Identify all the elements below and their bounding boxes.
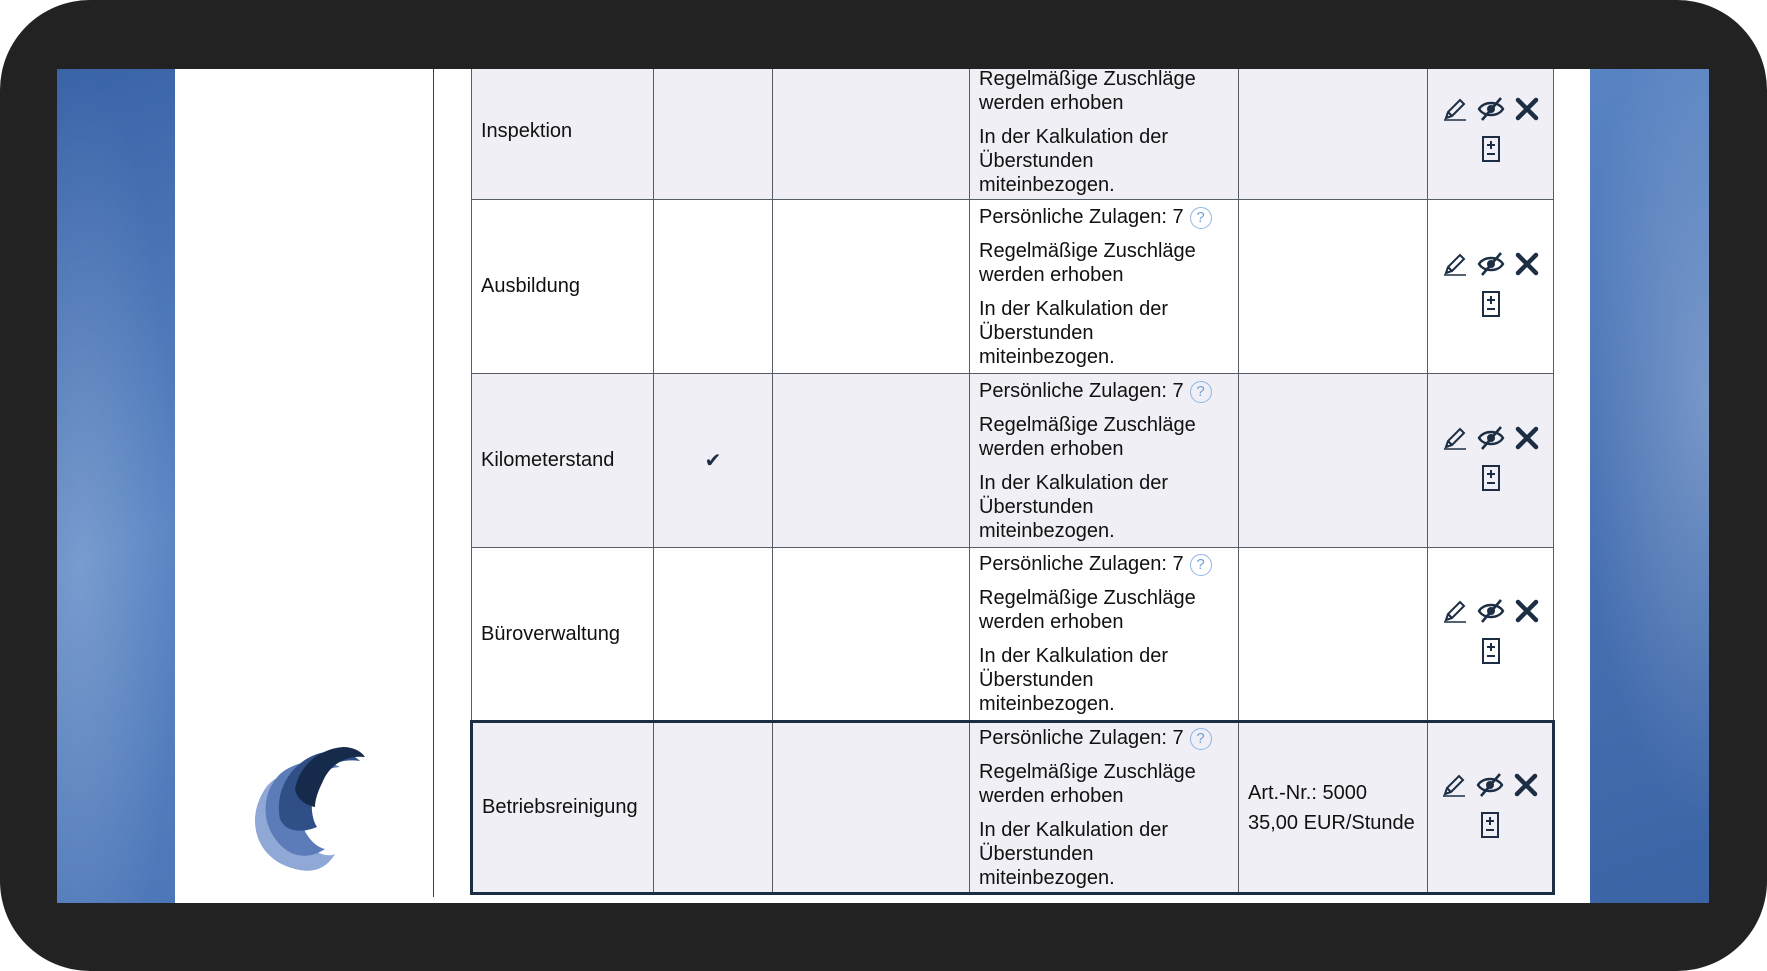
kalkulation-text: In der Kalkulation der Überstunden miteinbezogen.	[979, 645, 1169, 715]
pencil-icon[interactable]	[1440, 596, 1470, 626]
check-icon: ✔	[704, 450, 722, 472]
sidebar	[175, 69, 434, 897]
row-info	[970, 200, 1239, 374]
row-checkmark	[654, 722, 773, 894]
eye-slash-icon[interactable]	[1476, 94, 1506, 124]
row-article	[1239, 722, 1428, 894]
article-price: 35,00 EUR/Stunde	[1248, 811, 1415, 834]
service-table	[470, 69, 1555, 895]
zulagen-label: Persönliche Zulagen: 7	[979, 553, 1184, 575]
close-icon[interactable]	[1512, 423, 1542, 453]
row-actions	[1428, 722, 1554, 894]
zulagen-label: Persönliche Zulagen: 7	[979, 726, 1184, 749]
help-icon[interactable]: ?	[1190, 728, 1212, 750]
row-empty-cell	[773, 200, 970, 374]
row-info	[970, 548, 1239, 722]
calculator-icon[interactable]	[1476, 289, 1506, 319]
row-info	[970, 374, 1239, 548]
company-logo	[225, 709, 385, 889]
table-row-selected[interactable]	[472, 722, 1554, 894]
zulagen-text	[979, 726, 1229, 750]
row-info	[970, 69, 1239, 200]
row-checkmark	[654, 548, 773, 722]
row-name: Büroverwaltung	[472, 548, 654, 722]
calculator-icon[interactable]	[1475, 810, 1505, 840]
zuschlaege-text: Regelmäßige Zuschläge werden erhoben	[979, 413, 1196, 460]
desktop-background	[57, 69, 1709, 903]
zulagen-text	[979, 552, 1229, 576]
help-icon[interactable]: ?	[1190, 207, 1212, 229]
eye-slash-icon[interactable]	[1476, 596, 1506, 626]
close-icon[interactable]	[1511, 770, 1541, 800]
kalkulation-text: In der Kalkulation der Überstunden miteinbezogen.	[979, 125, 1169, 196]
pencil-icon[interactable]	[1440, 94, 1470, 124]
row-article	[1239, 374, 1428, 548]
zuschlaege-text: Regelmäßige Zuschläge werden erhoben	[979, 69, 1196, 114]
row-actions	[1428, 69, 1554, 200]
row-article	[1239, 548, 1428, 722]
kalkulation-text: In der Kalkulation der Überstunden miteinbezogen.	[979, 471, 1169, 542]
row-info	[970, 722, 1239, 894]
eye-slash-icon[interactable]	[1476, 249, 1506, 279]
article-number: Art.-Nr.: 5000	[1248, 781, 1367, 804]
table-row[interactable]	[472, 374, 1554, 548]
pencil-icon[interactable]	[1440, 423, 1470, 453]
eye-slash-icon[interactable]	[1476, 423, 1506, 453]
calculator-icon[interactable]	[1476, 636, 1506, 666]
row-actions	[1428, 548, 1554, 722]
zulagen-text	[979, 205, 1229, 229]
row-name: Ausbildung	[472, 200, 654, 374]
zuschlaege-text: Regelmäßige Zuschläge werden erhoben	[979, 760, 1196, 807]
calculator-icon[interactable]	[1476, 134, 1506, 164]
eye-slash-icon[interactable]	[1475, 770, 1505, 800]
row-article	[1239, 69, 1428, 200]
close-icon[interactable]	[1512, 94, 1542, 124]
pencil-icon[interactable]	[1439, 770, 1469, 800]
help-icon[interactable]: ?	[1190, 381, 1212, 403]
row-empty-cell	[773, 548, 970, 722]
page-content	[175, 69, 1590, 903]
kalkulation-text: In der Kalkulation der Überstunden miteinbezogen.	[979, 818, 1169, 889]
help-icon[interactable]: ?	[1190, 554, 1212, 576]
row-actions	[1428, 374, 1554, 548]
zuschlaege-text: Regelmäßige Zuschläge werden erhoben	[979, 239, 1196, 286]
row-name: Inspektion	[472, 69, 654, 200]
table-row[interactable]	[472, 200, 1554, 374]
calculator-icon[interactable]	[1476, 463, 1506, 493]
row-empty-cell	[773, 69, 970, 200]
row-actions	[1428, 200, 1554, 374]
table-row[interactable]	[472, 548, 1554, 722]
table-row[interactable]	[472, 69, 1554, 200]
pencil-icon[interactable]	[1440, 249, 1470, 279]
zuschlaege-text: Regelmäßige Zuschläge werden erhoben	[979, 587, 1196, 633]
kalkulation-text: In der Kalkulation der Überstunden miteinbezogen.	[979, 297, 1169, 368]
row-checkmark	[654, 69, 773, 200]
close-icon[interactable]	[1512, 249, 1542, 279]
row-name: Betriebsreinigung	[472, 722, 654, 894]
close-icon[interactable]	[1512, 596, 1542, 626]
row-checkmark	[654, 200, 773, 374]
row-article	[1239, 200, 1428, 374]
zulagen-text	[979, 379, 1229, 403]
zulagen-label: Persönliche Zulagen: 7	[979, 379, 1184, 402]
row-empty-cell	[773, 374, 970, 548]
row-checkmark	[654, 374, 773, 548]
row-name: Kilometerstand	[472, 374, 654, 548]
row-empty-cell	[773, 722, 970, 894]
zulagen-label: Persönliche Zulagen: 7	[979, 205, 1184, 228]
